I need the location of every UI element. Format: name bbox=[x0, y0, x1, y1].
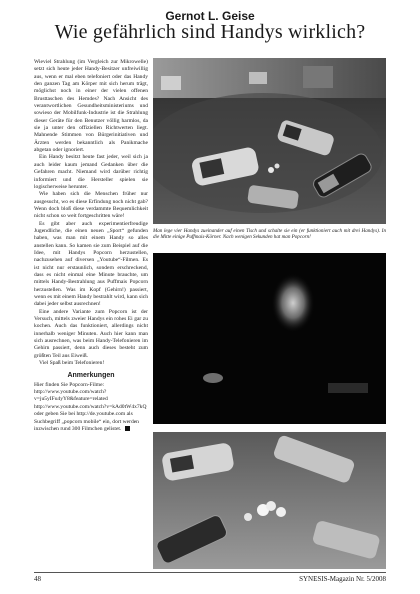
body-paragraph: Viel Spaß beim Telefonieren! bbox=[39, 360, 105, 367]
body-paragraph: Es gibt aber auch experimentierfreudige Jugendliche, die einen neuen „Sport“ gefunden haben, was man mit einem Handy so alles anstellen kann. So kamen sie zum Beispiel auf die Idee, mit Handys Popcorn herzustellen, nachzusehen auf diversen „Youtube“-Filmen. Es ist nicht nur erstaunlich, sondern erschreckend, dass es nicht einmal eine Minute brauchte, um mittels Handy-Bestrahlung aus Puffmais Popcorn herzustellen. Was im Kopf (Gehirn!) passiert, wenn es mit einem Handy bestrahlt wird, kann sich dabei jeder selbst ausrechnen! bbox=[34, 220, 148, 308]
notes-link[interactable]: http://www.youtube.com/watch?v=ju5yIFu4yY8&feature=related bbox=[34, 389, 108, 403]
magazine-name: SYNESIS-Magazin Nr. 5/2008 bbox=[299, 575, 386, 583]
photo-popcorn-popping bbox=[153, 253, 386, 424]
notes-heading: Anmerkungen bbox=[67, 372, 115, 380]
page-footer bbox=[34, 575, 386, 583]
body-paragraph: Eine andere Variante zum Popcorn ist der Versuch, mittels zweier Handys ein rohes Ei gar zu kochen. Auch das funktioniert, allerdings nicht innerhalb weniger Minuten. Auch hier kann man sich ausrechnen, was beim Handy-Telefonieren im Gehirn passiert, denn auch dieses besteht zum größten Teil aus Eiweiß. bbox=[34, 308, 148, 359]
photo-phones-on-table bbox=[153, 58, 386, 224]
footer-rule bbox=[34, 572, 386, 573]
notes-text: oder geben Sie bei http://de.youtube.com als Suchbegriff „popcorn mobile“ ein, dort werden inzwischen rund 300 Filmchen gelistet. bbox=[34, 411, 139, 432]
end-mark bbox=[125, 426, 130, 431]
article-title: Wie gefährlich sind Handys wirklich? bbox=[54, 21, 366, 43]
notes-link[interactable]: http://www.youtube.com/watch?v=kAd0tW4x7kQ bbox=[34, 403, 147, 410]
article-body bbox=[34, 59, 148, 433]
body-paragraph: Wieviel Strahlung (im Vergleich zur Mikrowelle) setzt sich heute jeder Handy-Besitzer unfreiwillig aus, wenn er mal eben telefoniert oder das Handy den ganzen Tag am Körper mit sich herum trägt, möglichst noch in einer der vielen offenen Brusttaschen des Hemdes? Nach Ansicht des verantwortlichen Gesundheitsministeriums und sowieso der Mobilfunk-Industrie ist die Strahlung dieser Geräte für den Benutzer völlig harmlos, da sie ja unter den offiziellen Richtwerten liegt. Mahnende Stimmen von Bürgerinitiativen und Ärzten werden bekanntlich als Panikmache abgetan oder ignoriert. bbox=[34, 59, 148, 154]
photo-phones-with-popcorn bbox=[153, 432, 386, 569]
body-paragraph: Wie haben sich die Menschen früher nur ausgesucht, wo es diese Erfindung noch nicht gab? Wenn doch bloß diese verdammte Bequemlichkeit nicht schon so weit fortgeschritten wäre! bbox=[34, 191, 148, 220]
page-number: 48 bbox=[34, 575, 41, 583]
body-paragraph: Ein Handy besitzt heute fast jeder, weil sich ja auch leider kaum jemand Gedanken über die Gefahren macht. Niemand wird darüber richtig informiert und die Hersteller spielen sie logischerweise herunter. bbox=[34, 154, 148, 190]
author-name: Gernot L. Geise bbox=[165, 9, 255, 23]
photo-caption: Man lege vier Handys zueinander auf einen Tisch und schalte sie ein (er funktioniert auch mit drei Handys). In die Mitte einige Puffmais-Körner. Nach wenigen Sekunden hat man Popcorn! bbox=[153, 228, 386, 241]
notes-text: Hier finden Sie Popcorn-Filme: bbox=[34, 381, 105, 388]
